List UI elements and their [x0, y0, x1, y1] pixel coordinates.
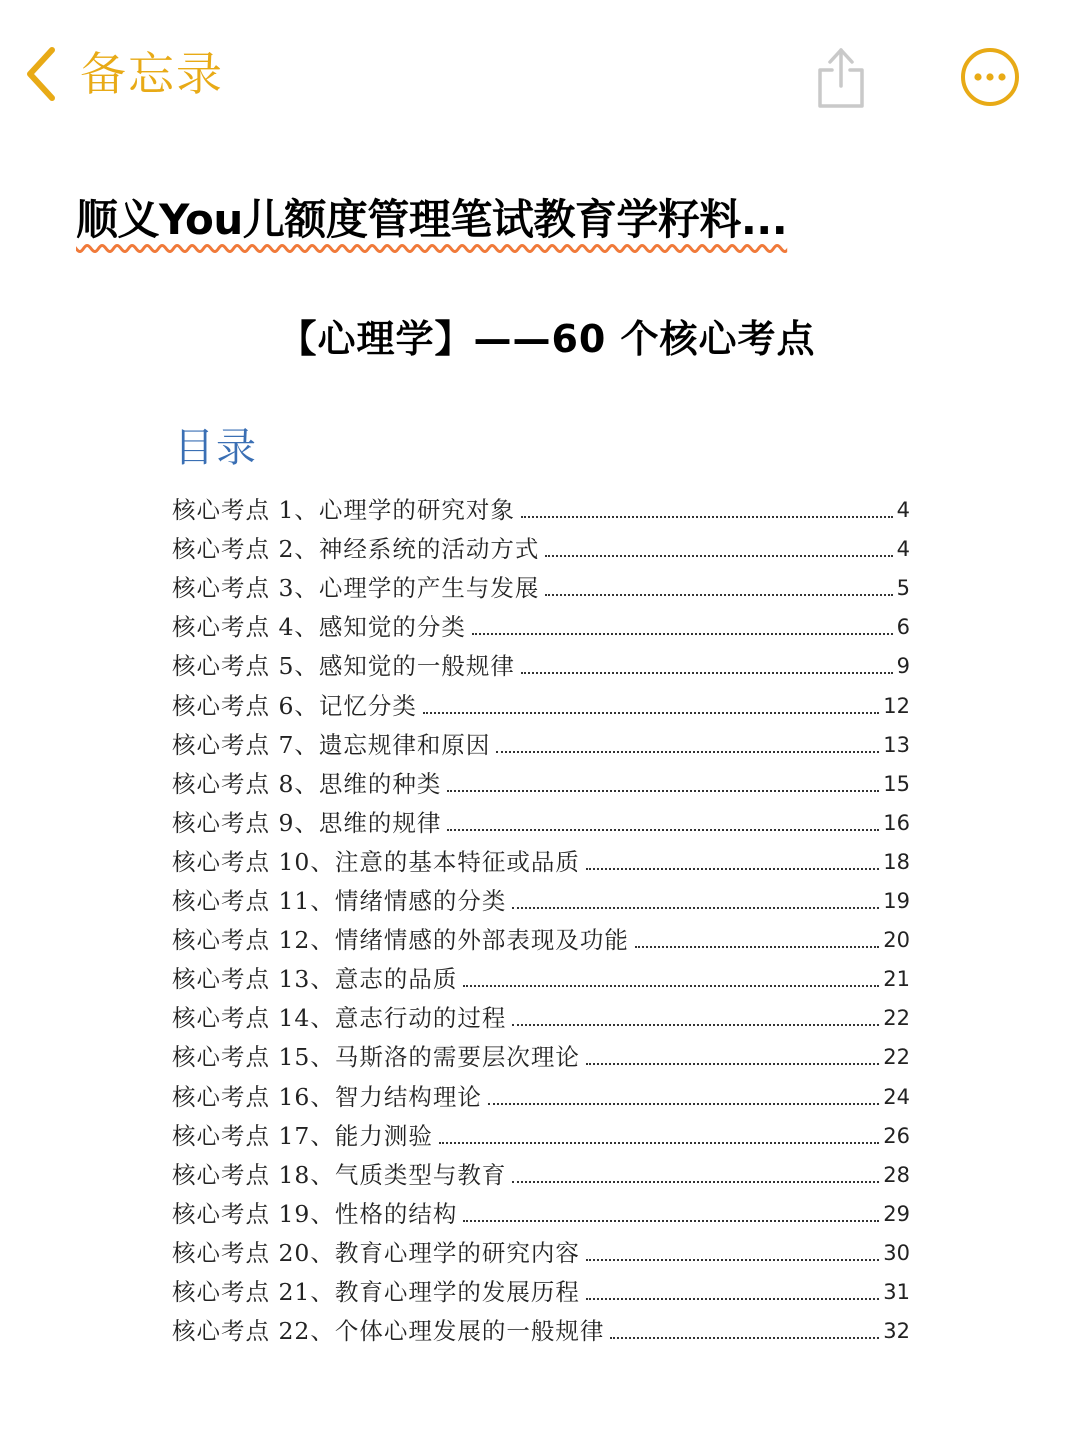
toc-entry-page: 5 [896, 576, 910, 601]
toc-entry-page: 16 [883, 810, 910, 835]
toc-entry[interactable] [172, 1229, 910, 1268]
back-button-label: 备忘录 [80, 47, 224, 101]
toc-entry[interactable] [172, 877, 910, 916]
toc-entry-page: 21 [883, 967, 910, 992]
toc-entry[interactable] [172, 603, 910, 642]
toc-entry[interactable] [172, 486, 910, 525]
toc-leader-dots [512, 1180, 879, 1183]
toc-entry-page: 22 [883, 1045, 910, 1070]
toc-entry[interactable] [172, 564, 910, 603]
document-heading: 【心理学】——60 个核心考点 [278, 317, 816, 361]
toc-leader-dots [586, 1258, 879, 1261]
toc-entry-page: 24 [883, 1084, 910, 1109]
toc-entry[interactable] [172, 525, 910, 564]
toc-entry-text: 核心考点 18、气质类型与教育 [172, 1160, 507, 1189]
toc-entry-text: 核心考点 22、个体心理发展的一般规律 [172, 1317, 605, 1346]
toc-leader-dots [586, 1062, 879, 1065]
toc-entry-text: 核心考点 7、遗忘规律和原因 [172, 730, 491, 759]
toc-entry-text: 核心考点 19、性格的结构 [172, 1199, 458, 1228]
toc-entry[interactable] [172, 1112, 910, 1151]
toc-title: 目录 [174, 425, 258, 471]
toc-leader-dots [521, 515, 893, 518]
note-title[interactable]: 顺义You儿额度管理笔试教育学籽料... [76, 195, 788, 244]
toc-entry-text: 核心考点 15、马斯洛的需要层次理论 [172, 1043, 580, 1072]
toc-leader-dots [512, 1023, 879, 1026]
toc-leader-dots [488, 1102, 879, 1105]
toc-entry[interactable] [172, 1307, 910, 1346]
toc-leader-dots [610, 1336, 879, 1339]
toc-entry[interactable] [172, 799, 910, 838]
toc-entry[interactable] [172, 955, 910, 994]
toc-entry-text: 核心考点 5、感知觉的一般规律 [172, 652, 515, 681]
toc-entry-text: 核心考点 11、情绪情感的分类 [172, 887, 507, 916]
toc-entry[interactable] [172, 1151, 910, 1190]
toc-entry-text: 核心考点 14、意志行动的过程 [172, 1004, 507, 1033]
toc-entry-page: 9 [896, 654, 910, 679]
toc-leader-dots [545, 593, 892, 596]
toc-entry-text: 核心考点 9、思维的规律 [172, 808, 442, 837]
toc-entry-text: 核心考点 6、记忆分类 [172, 691, 417, 720]
back-button[interactable] [22, 44, 224, 104]
toc-entry-page: 20 [883, 928, 910, 953]
toc-entry-text: 核心考点 3、心理学的产生与发展 [172, 574, 540, 603]
toc-entry[interactable] [172, 994, 910, 1033]
toc-entry-text: 核心考点 1、心理学的研究对象 [172, 496, 515, 525]
toc-entry-page: 6 [896, 615, 910, 640]
toc-entry-page: 12 [883, 693, 910, 718]
toc-entry-page: 4 [896, 537, 910, 562]
toc-entry-page: 15 [883, 771, 910, 796]
toc-entry-page: 22 [883, 1006, 910, 1031]
toc-entry[interactable] [172, 838, 910, 877]
table-of-contents [172, 486, 910, 1346]
toc-leader-dots [496, 750, 879, 753]
toc-entry-page: 26 [883, 1123, 910, 1148]
toc-entry[interactable] [172, 681, 910, 720]
toc-entry[interactable] [172, 721, 910, 760]
toc-entry[interactable] [172, 1072, 910, 1111]
toc-entry[interactable] [172, 1190, 910, 1229]
toc-entry[interactable] [172, 1268, 910, 1307]
toc-entry-page: 28 [883, 1162, 910, 1187]
toc-leader-dots [512, 906, 879, 909]
toc-entry-page: 19 [883, 889, 910, 914]
toc-leader-dots [472, 632, 893, 635]
toc-leader-dots [447, 828, 879, 831]
toc-entry-text: 核心考点 10、注意的基本特征或品质 [172, 847, 580, 876]
toc-entry-page: 4 [896, 498, 910, 523]
toc-entry-page: 30 [883, 1240, 910, 1265]
toc-entry-text: 核心考点 4、感知觉的分类 [172, 613, 466, 642]
toc-entry-text: 核心考点 21、教育心理学的发展历程 [172, 1277, 580, 1306]
toc-entry-text: 核心考点 20、教育心理学的研究内容 [172, 1238, 580, 1267]
toc-entry-page: 13 [883, 732, 910, 757]
toc-entry-text: 核心考点 8、思维的种类 [172, 769, 442, 798]
toc-entry-text: 核心考点 12、情绪情感的外部表现及功能 [172, 926, 629, 955]
chevron-left-icon [22, 44, 58, 104]
navigation-bar [0, 0, 1080, 150]
toc-entry[interactable] [172, 1033, 910, 1072]
share-icon[interactable] [812, 40, 870, 112]
toc-leader-dots [439, 1141, 879, 1144]
toc-entry[interactable] [172, 642, 910, 681]
toc-leader-dots [635, 945, 879, 948]
toc-leader-dots [447, 789, 879, 792]
toc-leader-dots [463, 984, 879, 987]
toc-leader-dots [586, 867, 879, 870]
toc-entry-text: 核心考点 2、神经系统的活动方式 [172, 535, 540, 564]
toc-entry-text: 核心考点 16、智力结构理论 [172, 1082, 482, 1111]
toc-leader-dots [423, 711, 879, 714]
toc-entry-page: 31 [883, 1279, 910, 1304]
toc-entry-page: 29 [883, 1201, 910, 1226]
toc-leader-dots [545, 554, 892, 557]
toc-entry-page: 18 [883, 849, 910, 874]
toc-leader-dots [586, 1297, 879, 1300]
toc-entry-page: 32 [883, 1319, 910, 1344]
toc-entry[interactable] [172, 916, 910, 955]
ellipsis-circle-icon[interactable] [960, 47, 1020, 107]
toc-leader-dots [521, 671, 893, 674]
toc-entry-text: 核心考点 13、意志的品质 [172, 965, 458, 994]
toc-entry[interactable] [172, 760, 910, 799]
toc-leader-dots [463, 1219, 879, 1222]
toc-entry-text: 核心考点 17、能力测验 [172, 1121, 433, 1150]
